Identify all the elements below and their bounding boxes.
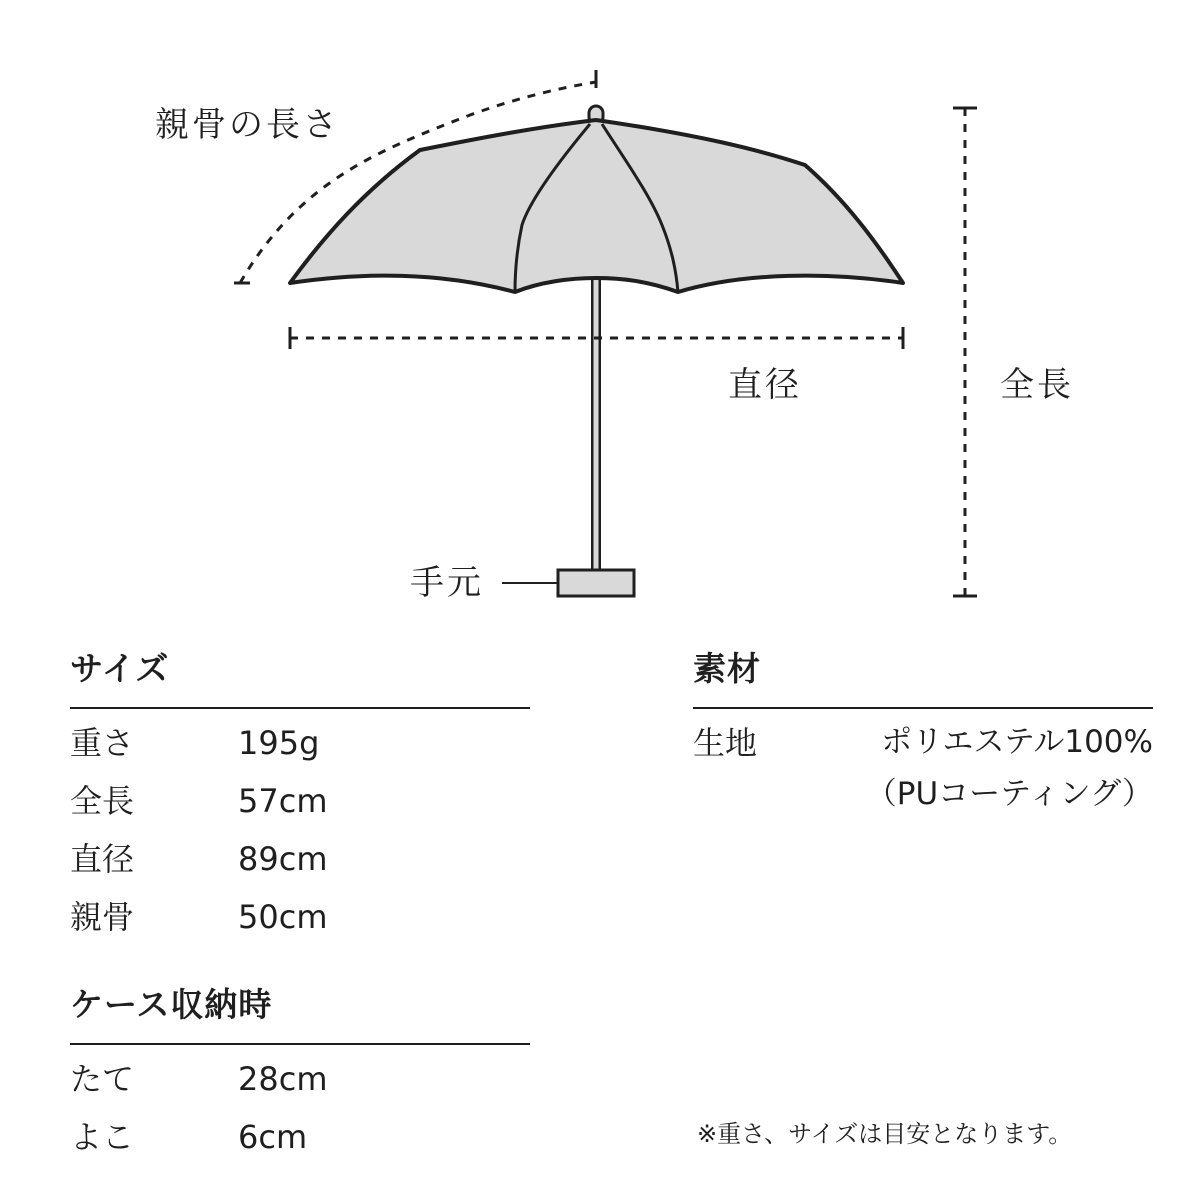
case-row-height — [70, 1060, 530, 1121]
size-row-value: 195g — [238, 724, 320, 762]
size-row-diameter — [70, 840, 530, 901]
material-value-line2: （PUコーティング） — [865, 776, 1153, 812]
size-row-rib — [70, 898, 530, 959]
case-row-label: たて — [70, 1060, 135, 1098]
case-row-value: 28cm — [238, 1060, 328, 1098]
material-section — [693, 649, 1153, 837]
size-note: ※重さ、サイズは目安となります。 — [697, 1120, 1073, 1148]
material-row-label: 生地 — [693, 724, 758, 762]
size-row-label: 直径 — [70, 840, 135, 878]
case-row-value: 6cm — [238, 1118, 308, 1156]
material-heading: 素材 — [693, 649, 761, 688]
material-divider — [693, 707, 1153, 709]
size-row-label: 親骨 — [70, 898, 135, 936]
size-table — [70, 724, 530, 959]
umbrella-canopy — [290, 120, 903, 292]
case-heading: ケース収納時 — [70, 985, 273, 1024]
case-row-label: よこ — [70, 1118, 135, 1156]
size-row-total-length — [70, 782, 530, 843]
size-row-value: 50cm — [238, 898, 328, 936]
case-table — [70, 1060, 530, 1179]
size-section — [70, 649, 530, 959]
size-row-value: 57cm — [238, 782, 328, 820]
size-divider — [70, 707, 530, 709]
material-row-fabric — [693, 724, 1153, 837]
material-value-line1: ポリエステル100% — [881, 724, 1153, 760]
case-row-width — [70, 1118, 530, 1179]
diameter-label: 直径 — [728, 365, 802, 405]
case-section — [70, 985, 530, 1179]
size-heading: サイズ — [70, 649, 170, 688]
handle-grip — [558, 570, 634, 596]
size-row-value: 89cm — [238, 840, 328, 878]
size-row-label: 全長 — [70, 782, 135, 820]
size-row-weight — [70, 724, 530, 785]
rib-length-label: 親骨の長さ — [155, 105, 340, 145]
case-divider — [70, 1043, 530, 1045]
total-length-label: 全長 — [1000, 365, 1074, 405]
handle-label: 手元 — [410, 563, 484, 603]
size-row-label: 重さ — [70, 724, 135, 762]
